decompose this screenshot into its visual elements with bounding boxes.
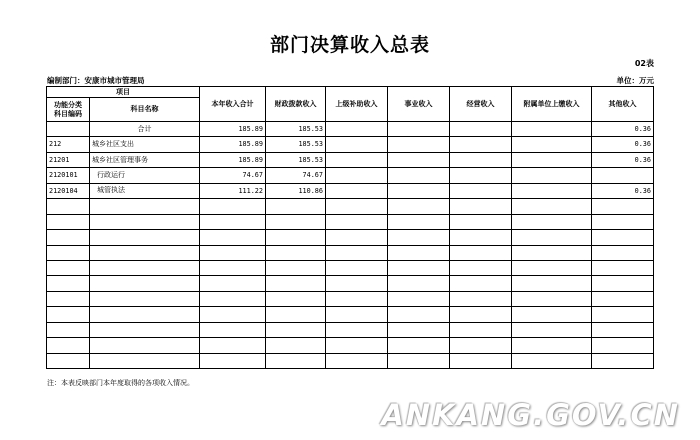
cell-other xyxy=(592,214,654,229)
cell-code xyxy=(47,214,90,229)
cell-total xyxy=(200,338,266,353)
cell-other xyxy=(592,353,654,368)
cell-fiscal xyxy=(266,214,326,229)
footnote: 注：本表反映部门本年度取得的各项收入情况。 xyxy=(47,379,194,387)
cell-affiliated xyxy=(512,260,592,275)
cell-total xyxy=(200,307,266,322)
cell-name xyxy=(90,353,200,368)
cell-fiscal xyxy=(266,307,326,322)
cell-fiscal xyxy=(266,276,326,291)
cell-name: 城乡社区支出 xyxy=(90,137,200,152)
cell-total xyxy=(200,291,266,306)
cell-operating xyxy=(450,353,512,368)
header-item: 项目 xyxy=(47,87,200,98)
cell-code xyxy=(47,307,90,322)
cell-name: 城乡社区管理事务 xyxy=(90,152,200,167)
cell-total xyxy=(200,260,266,275)
cell-total xyxy=(200,353,266,368)
cell-other xyxy=(592,338,654,353)
cell-name xyxy=(90,245,200,260)
cell-business xyxy=(388,183,450,198)
cell-other: 0.36 xyxy=(592,137,654,152)
cell-fiscal xyxy=(266,260,326,275)
cell-operating xyxy=(450,338,512,353)
cell-operating xyxy=(450,322,512,337)
cell-name xyxy=(90,260,200,275)
table-number: 02表 xyxy=(634,59,654,68)
cell-total xyxy=(200,245,266,260)
cell-code: 2120104 xyxy=(47,183,90,198)
cell-superior xyxy=(326,338,388,353)
cell-other xyxy=(592,307,654,322)
cell-operating xyxy=(450,276,512,291)
cell-fiscal: 74.67 xyxy=(266,168,326,183)
cell-code: 21201 xyxy=(47,152,90,167)
cell-other xyxy=(592,291,654,306)
cell-business xyxy=(388,230,450,245)
cell-superior xyxy=(326,122,388,137)
table-row xyxy=(47,199,654,214)
cell-affiliated xyxy=(512,291,592,306)
header-other: 其他收入 xyxy=(592,87,654,122)
cell-business xyxy=(388,338,450,353)
cell-business xyxy=(388,152,450,167)
cell-superior xyxy=(326,245,388,260)
cell-fiscal xyxy=(266,322,326,337)
cell-affiliated xyxy=(512,152,592,167)
cell-operating xyxy=(450,291,512,306)
table-row xyxy=(47,260,654,275)
watermark-logo: ANKANG.GOV.CN xyxy=(381,398,680,432)
cell-code xyxy=(47,122,90,137)
cell-other xyxy=(592,322,654,337)
cell-affiliated xyxy=(512,199,592,214)
cell-code xyxy=(47,245,90,260)
cell-fiscal xyxy=(266,230,326,245)
cell-total xyxy=(200,230,266,245)
cell-name: 城管执法 xyxy=(90,183,200,198)
cell-superior xyxy=(326,199,388,214)
cell-other xyxy=(592,260,654,275)
cell-superior xyxy=(326,353,388,368)
table-body xyxy=(47,122,654,369)
cell-business xyxy=(388,137,450,152)
header-superior: 上级补助收入 xyxy=(326,87,388,122)
cell-operating xyxy=(450,122,512,137)
cell-business xyxy=(388,276,450,291)
header-total: 本年收入合计 xyxy=(200,87,266,122)
cell-fiscal xyxy=(266,338,326,353)
cell-code xyxy=(47,276,90,291)
cell-other xyxy=(592,230,654,245)
cell-superior xyxy=(326,183,388,198)
cell-code xyxy=(47,230,90,245)
cell-business xyxy=(388,307,450,322)
cell-operating xyxy=(450,260,512,275)
cell-affiliated xyxy=(512,230,592,245)
cell-operating xyxy=(450,199,512,214)
cell-fiscal xyxy=(266,291,326,306)
cell-operating xyxy=(450,307,512,322)
cell-code xyxy=(47,199,90,214)
cell-superior xyxy=(326,276,388,291)
cell-name xyxy=(90,338,200,353)
unit-label: 单位：万元 xyxy=(616,76,654,85)
cell-fiscal: 110.86 xyxy=(266,183,326,198)
table-row xyxy=(47,276,654,291)
cell-operating xyxy=(450,152,512,167)
cell-operating xyxy=(450,230,512,245)
table-row xyxy=(47,214,654,229)
cell-operating xyxy=(450,183,512,198)
cell-name: 行政运行 xyxy=(90,168,200,183)
cell-fiscal: 185.53 xyxy=(266,152,326,167)
cell-other: 0.36 xyxy=(592,122,654,137)
table-row xyxy=(47,307,654,322)
cell-business xyxy=(388,168,450,183)
table-row xyxy=(47,183,654,198)
header-code: 功能分类 科目编码 xyxy=(47,98,90,122)
cell-fiscal xyxy=(266,245,326,260)
cell-superior xyxy=(326,260,388,275)
cell-fiscal xyxy=(266,199,326,214)
cell-other xyxy=(592,168,654,183)
header-affiliated: 附属单位上缴收入 xyxy=(512,87,592,122)
cell-affiliated xyxy=(512,137,592,152)
cell-name: 合计 xyxy=(90,122,200,137)
header-fiscal: 财政拨款收入 xyxy=(266,87,326,122)
table-row xyxy=(47,230,654,245)
cell-total xyxy=(200,276,266,291)
cell-business xyxy=(388,214,450,229)
table-row xyxy=(47,168,654,183)
cell-name xyxy=(90,291,200,306)
cell-superior xyxy=(326,168,388,183)
cell-superior xyxy=(326,152,388,167)
cell-business xyxy=(388,245,450,260)
table-row xyxy=(47,353,654,368)
cell-code xyxy=(47,338,90,353)
cell-business xyxy=(388,199,450,214)
cell-superior xyxy=(326,214,388,229)
cell-business xyxy=(388,122,450,137)
cell-business xyxy=(388,322,450,337)
cell-name xyxy=(90,322,200,337)
department-label: 编制部门：安康市城市管理局 xyxy=(47,76,145,85)
cell-affiliated xyxy=(512,338,592,353)
table-row xyxy=(47,338,654,353)
cell-total: 74.67 xyxy=(200,168,266,183)
cell-code xyxy=(47,353,90,368)
cell-operating xyxy=(450,214,512,229)
cell-superior xyxy=(326,322,388,337)
cell-fiscal xyxy=(266,353,326,368)
cell-superior xyxy=(326,230,388,245)
income-summary-table xyxy=(46,86,654,369)
cell-total: 185.89 xyxy=(200,122,266,137)
cell-operating xyxy=(450,168,512,183)
table-row xyxy=(47,245,654,260)
cell-name xyxy=(90,307,200,322)
cell-other xyxy=(592,199,654,214)
cell-other xyxy=(592,245,654,260)
cell-affiliated xyxy=(512,353,592,368)
cell-superior xyxy=(326,291,388,306)
cell-total xyxy=(200,322,266,337)
table-row xyxy=(47,322,654,337)
table-row xyxy=(47,137,654,152)
cell-affiliated xyxy=(512,245,592,260)
cell-total: 185.89 xyxy=(200,137,266,152)
cell-operating xyxy=(450,137,512,152)
cell-fiscal: 185.53 xyxy=(266,122,326,137)
cell-business xyxy=(388,353,450,368)
cell-code xyxy=(47,260,90,275)
table-row xyxy=(47,291,654,306)
cell-name xyxy=(90,276,200,291)
cell-total: 111.22 xyxy=(200,183,266,198)
cell-name xyxy=(90,214,200,229)
page-title: 部门决算收入总表 xyxy=(269,34,430,56)
cell-affiliated xyxy=(512,183,592,198)
cell-affiliated xyxy=(512,307,592,322)
cell-business xyxy=(388,260,450,275)
cell-affiliated xyxy=(512,214,592,229)
cell-affiliated xyxy=(512,122,592,137)
cell-name xyxy=(90,230,200,245)
cell-business xyxy=(388,291,450,306)
table-row xyxy=(47,152,654,167)
cell-total xyxy=(200,199,266,214)
cell-affiliated xyxy=(512,276,592,291)
cell-code xyxy=(47,322,90,337)
table-row xyxy=(47,122,654,137)
cell-affiliated xyxy=(512,168,592,183)
header-operating: 经营收入 xyxy=(450,87,512,122)
cell-code: 212 xyxy=(47,137,90,152)
cell-code xyxy=(47,291,90,306)
cell-other: 0.36 xyxy=(592,152,654,167)
cell-total: 185.89 xyxy=(200,152,266,167)
cell-affiliated xyxy=(512,322,592,337)
header-name: 科目名称 xyxy=(90,98,200,122)
cell-other: 0.36 xyxy=(592,183,654,198)
cell-superior xyxy=(326,137,388,152)
cell-total xyxy=(200,214,266,229)
cell-fiscal: 185.53 xyxy=(266,137,326,152)
cell-code: 2120101 xyxy=(47,168,90,183)
header-business: 事业收入 xyxy=(388,87,450,122)
cell-name xyxy=(90,199,200,214)
cell-superior xyxy=(326,307,388,322)
cell-operating xyxy=(450,245,512,260)
cell-other xyxy=(592,276,654,291)
